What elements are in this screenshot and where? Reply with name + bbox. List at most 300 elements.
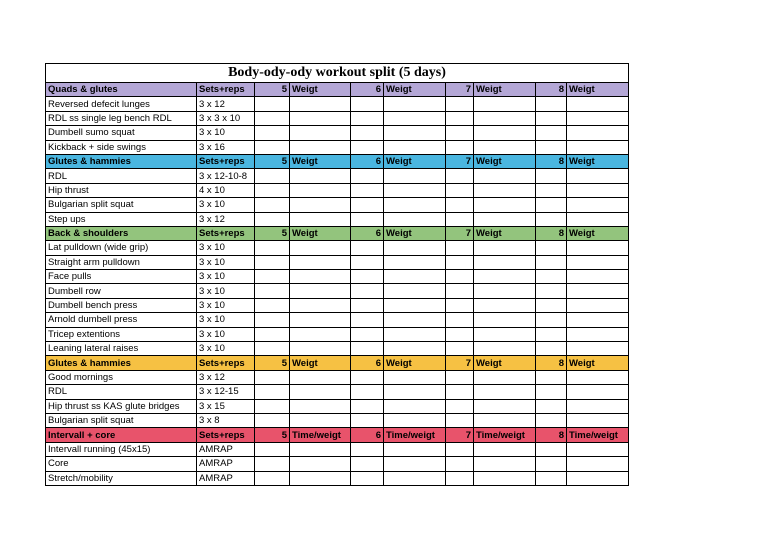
- section-name-cell[interactable]: Quads & glutes: [46, 83, 197, 97]
- empty-entry-cell[interactable]: [384, 126, 446, 140]
- empty-entry-cell[interactable]: [384, 284, 446, 298]
- week-label-cell[interactable]: Weigt: [290, 154, 351, 168]
- exercise-row: [46, 399, 629, 413]
- exercise-row: [46, 126, 629, 140]
- empty-entry-cell[interactable]: [536, 284, 567, 298]
- empty-entry-cell[interactable]: [255, 212, 290, 226]
- exercise-name-cell[interactable]: Stretch/mobility: [46, 471, 197, 485]
- empty-entry-cell[interactable]: [536, 413, 567, 427]
- week-label-cell[interactable]: Weigt: [384, 226, 446, 240]
- week-number-cell[interactable]: 7: [446, 356, 474, 370]
- empty-entry-cell[interactable]: [536, 399, 567, 413]
- empty-entry-cell[interactable]: [474, 399, 536, 413]
- empty-entry-cell[interactable]: [384, 442, 446, 456]
- week-label-cell[interactable]: Weigt: [474, 83, 536, 97]
- empty-entry-cell[interactable]: [290, 413, 351, 427]
- empty-entry-cell[interactable]: [255, 183, 290, 197]
- sets-reps-cell[interactable]: 3 x 12-15: [197, 385, 255, 399]
- empty-entry-cell[interactable]: [351, 241, 384, 255]
- empty-entry-cell[interactable]: [290, 385, 351, 399]
- empty-entry-cell[interactable]: [351, 457, 384, 471]
- exercise-name-cell[interactable]: Leaning lateral raises: [46, 342, 197, 356]
- empty-entry-cell[interactable]: [567, 111, 629, 125]
- empty-entry-cell[interactable]: [255, 270, 290, 284]
- empty-entry-cell[interactable]: [290, 140, 351, 154]
- empty-entry-cell[interactable]: [351, 327, 384, 341]
- empty-entry-cell[interactable]: [255, 399, 290, 413]
- empty-entry-cell[interactable]: [255, 413, 290, 427]
- exercise-row: [46, 198, 629, 212]
- empty-entry-cell[interactable]: [384, 313, 446, 327]
- empty-entry-cell[interactable]: [536, 471, 567, 485]
- exercise-name-cell[interactable]: Reversed defecit lunges: [46, 97, 197, 111]
- empty-entry-cell[interactable]: [536, 298, 567, 312]
- empty-entry-cell[interactable]: [446, 342, 474, 356]
- empty-entry-cell[interactable]: [290, 327, 351, 341]
- empty-entry-cell[interactable]: [255, 198, 290, 212]
- empty-entry-cell[interactable]: [255, 457, 290, 471]
- empty-entry-cell[interactable]: [567, 298, 629, 312]
- empty-entry-cell[interactable]: [536, 183, 567, 197]
- week-number-cell[interactable]: 6: [351, 428, 384, 442]
- empty-entry-cell[interactable]: [384, 399, 446, 413]
- empty-entry-cell[interactable]: [384, 183, 446, 197]
- empty-entry-cell[interactable]: [474, 241, 536, 255]
- empty-entry-cell[interactable]: [446, 241, 474, 255]
- week-label-cell[interactable]: Time/weigt: [474, 428, 536, 442]
- week-label-cell[interactable]: Weigt: [474, 226, 536, 240]
- sheet-title[interactable]: Body-ody-ody workout split (5 days): [46, 64, 629, 83]
- exercise-row: [46, 457, 629, 471]
- empty-entry-cell[interactable]: [351, 212, 384, 226]
- empty-entry-cell[interactable]: [446, 370, 474, 384]
- empty-entry-cell[interactable]: [567, 342, 629, 356]
- empty-entry-cell[interactable]: [446, 169, 474, 183]
- empty-entry-cell[interactable]: [474, 342, 536, 356]
- empty-entry-cell[interactable]: [384, 471, 446, 485]
- empty-entry-cell[interactable]: [446, 270, 474, 284]
- exercise-name-cell[interactable]: Lat pulldown (wide grip): [46, 241, 197, 255]
- empty-entry-cell[interactable]: [290, 313, 351, 327]
- exercise-name-cell[interactable]: Dumbell sumo squat: [46, 126, 197, 140]
- exercise-name-cell[interactable]: Dumbell bench press: [46, 298, 197, 312]
- empty-entry-cell[interactable]: [384, 327, 446, 341]
- empty-entry-cell[interactable]: [290, 298, 351, 312]
- exercise-name-cell[interactable]: RDL ss single leg bench RDL: [46, 111, 197, 125]
- empty-entry-cell[interactable]: [474, 111, 536, 125]
- week-number-cell[interactable]: 8: [536, 428, 567, 442]
- empty-entry-cell[interactable]: [567, 413, 629, 427]
- week-label-cell[interactable]: Time/weigt: [567, 428, 629, 442]
- empty-entry-cell[interactable]: [255, 284, 290, 298]
- exercise-row: [46, 342, 629, 356]
- week-label-cell[interactable]: Time/weigt: [290, 428, 351, 442]
- empty-entry-cell[interactable]: [290, 471, 351, 485]
- empty-entry-cell[interactable]: [474, 298, 536, 312]
- empty-entry-cell[interactable]: [446, 198, 474, 212]
- week-number-cell[interactable]: 6: [351, 356, 384, 370]
- empty-entry-cell[interactable]: [474, 471, 536, 485]
- sets-reps-cell[interactable]: AMRAP: [197, 442, 255, 456]
- empty-entry-cell[interactable]: [351, 183, 384, 197]
- sets-reps-cell[interactable]: 3 x 10: [197, 342, 255, 356]
- sets-reps-cell[interactable]: 3 x 3 x 10: [197, 111, 255, 125]
- empty-entry-cell[interactable]: [351, 370, 384, 384]
- empty-entry-cell[interactable]: [446, 457, 474, 471]
- exercise-row: [46, 385, 629, 399]
- empty-entry-cell[interactable]: [474, 284, 536, 298]
- empty-entry-cell[interactable]: [536, 126, 567, 140]
- empty-entry-cell[interactable]: [536, 457, 567, 471]
- empty-entry-cell[interactable]: [567, 457, 629, 471]
- week-label-cell[interactable]: Weigt: [290, 226, 351, 240]
- week-label-cell[interactable]: Weigt: [290, 356, 351, 370]
- empty-entry-cell[interactable]: [384, 457, 446, 471]
- empty-entry-cell[interactable]: [567, 327, 629, 341]
- exercise-name-cell[interactable]: RDL: [46, 385, 197, 399]
- sets-reps-header-cell[interactable]: Sets+reps: [197, 428, 255, 442]
- empty-entry-cell[interactable]: [536, 255, 567, 269]
- empty-entry-cell[interactable]: [567, 385, 629, 399]
- week-number-cell[interactable]: 8: [536, 83, 567, 97]
- empty-entry-cell[interactable]: [351, 198, 384, 212]
- empty-entry-cell[interactable]: [351, 140, 384, 154]
- empty-entry-cell[interactable]: [351, 298, 384, 312]
- empty-entry-cell[interactable]: [567, 255, 629, 269]
- exercise-name-cell[interactable]: Good mornings: [46, 370, 197, 384]
- sets-reps-cell[interactable]: 3 x 12: [197, 370, 255, 384]
- empty-entry-cell[interactable]: [567, 169, 629, 183]
- empty-entry-cell[interactable]: [446, 442, 474, 456]
- empty-entry-cell[interactable]: [290, 284, 351, 298]
- empty-entry-cell[interactable]: [384, 342, 446, 356]
- empty-entry-cell[interactable]: [446, 255, 474, 269]
- empty-entry-cell[interactable]: [536, 241, 567, 255]
- exercise-name-cell[interactable]: Hip thrust: [46, 183, 197, 197]
- exercise-name-cell[interactable]: Bulgarian split squat: [46, 413, 197, 427]
- empty-entry-cell[interactable]: [446, 183, 474, 197]
- exercise-row: [46, 169, 629, 183]
- sets-reps-cell[interactable]: 3 x 10: [197, 241, 255, 255]
- empty-entry-cell[interactable]: [290, 241, 351, 255]
- section-header-row: [46, 356, 629, 370]
- exercise-name-cell[interactable]: Intervall running (45x15): [46, 442, 197, 456]
- empty-entry-cell[interactable]: [384, 255, 446, 269]
- week-number-cell[interactable]: 7: [446, 428, 474, 442]
- empty-entry-cell[interactable]: [290, 198, 351, 212]
- empty-entry-cell[interactable]: [384, 169, 446, 183]
- empty-entry-cell[interactable]: [536, 385, 567, 399]
- empty-entry-cell[interactable]: [474, 270, 536, 284]
- week-label-cell[interactable]: Weigt: [567, 226, 629, 240]
- empty-entry-cell[interactable]: [567, 198, 629, 212]
- section-name-cell[interactable]: Back & shoulders: [46, 226, 197, 240]
- week-number-cell[interactable]: 8: [536, 356, 567, 370]
- empty-entry-cell[interactable]: [536, 169, 567, 183]
- section-header-row: [46, 428, 629, 442]
- exercise-name-cell[interactable]: Dumbell row: [46, 284, 197, 298]
- exercise-row: [46, 313, 629, 327]
- sets-reps-cell[interactable]: 3 x 10: [197, 298, 255, 312]
- exercise-name-cell[interactable]: RDL: [46, 169, 197, 183]
- empty-entry-cell[interactable]: [474, 255, 536, 269]
- empty-entry-cell[interactable]: [446, 111, 474, 125]
- empty-entry-cell[interactable]: [474, 97, 536, 111]
- empty-entry-cell[interactable]: [567, 270, 629, 284]
- week-label-cell[interactable]: Weigt: [567, 356, 629, 370]
- exercise-name-cell[interactable]: Bulgarian split squat: [46, 198, 197, 212]
- exercise-row: [46, 327, 629, 341]
- empty-entry-cell[interactable]: [351, 97, 384, 111]
- week-number-cell[interactable]: 7: [446, 154, 474, 168]
- week-number-cell[interactable]: 6: [351, 226, 384, 240]
- empty-entry-cell[interactable]: [255, 140, 290, 154]
- empty-entry-cell[interactable]: [567, 126, 629, 140]
- exercise-name-cell[interactable]: Kickback + side swings: [46, 140, 197, 154]
- sets-reps-header-cell[interactable]: Sets+reps: [197, 226, 255, 240]
- empty-entry-cell[interactable]: [351, 111, 384, 125]
- empty-entry-cell[interactable]: [290, 457, 351, 471]
- empty-entry-cell[interactable]: [384, 140, 446, 154]
- exercise-row: [46, 111, 629, 125]
- empty-entry-cell[interactable]: [567, 183, 629, 197]
- empty-entry-cell[interactable]: [351, 342, 384, 356]
- empty-entry-cell[interactable]: [536, 313, 567, 327]
- empty-entry-cell[interactable]: [290, 255, 351, 269]
- empty-entry-cell[interactable]: [536, 212, 567, 226]
- empty-entry-cell[interactable]: [384, 385, 446, 399]
- empty-entry-cell[interactable]: [255, 97, 290, 111]
- week-number-cell[interactable]: 5: [255, 356, 290, 370]
- exercise-name-cell[interactable]: Arnold dumbell press: [46, 313, 197, 327]
- sets-reps-cell[interactable]: 3 x 10: [197, 284, 255, 298]
- empty-entry-cell[interactable]: [446, 212, 474, 226]
- empty-entry-cell[interactable]: [290, 97, 351, 111]
- empty-entry-cell[interactable]: [351, 442, 384, 456]
- exercise-name-cell[interactable]: Straight arm pulldown: [46, 255, 197, 269]
- week-number-cell[interactable]: 5: [255, 428, 290, 442]
- sets-reps-cell[interactable]: 3 x 10: [197, 126, 255, 140]
- empty-entry-cell[interactable]: [446, 327, 474, 341]
- empty-entry-cell[interactable]: [351, 126, 384, 140]
- empty-entry-cell[interactable]: [255, 255, 290, 269]
- empty-entry-cell[interactable]: [290, 442, 351, 456]
- week-label-cell[interactable]: Weigt: [290, 83, 351, 97]
- week-label-cell[interactable]: Weigt: [384, 154, 446, 168]
- empty-entry-cell[interactable]: [474, 385, 536, 399]
- empty-entry-cell[interactable]: [255, 126, 290, 140]
- empty-entry-cell[interactable]: [446, 399, 474, 413]
- empty-entry-cell[interactable]: [255, 370, 290, 384]
- empty-entry-cell[interactable]: [384, 413, 446, 427]
- empty-entry-cell[interactable]: [446, 471, 474, 485]
- empty-entry-cell[interactable]: [290, 212, 351, 226]
- empty-entry-cell[interactable]: [474, 313, 536, 327]
- week-number-cell[interactable]: 8: [536, 226, 567, 240]
- section-header-row: [46, 154, 629, 168]
- empty-entry-cell[interactable]: [536, 270, 567, 284]
- exercise-name-cell[interactable]: Core: [46, 457, 197, 471]
- week-label-cell[interactable]: Time/weigt: [384, 428, 446, 442]
- exercise-row: [46, 284, 629, 298]
- exercise-name-cell[interactable]: Step ups: [46, 212, 197, 226]
- week-number-cell[interactable]: 8: [536, 154, 567, 168]
- week-label-cell[interactable]: Weigt: [384, 356, 446, 370]
- empty-entry-cell[interactable]: [536, 198, 567, 212]
- exercise-name-cell[interactable]: Face pulls: [46, 270, 197, 284]
- sets-reps-cell[interactable]: 3 x 10: [197, 255, 255, 269]
- empty-entry-cell[interactable]: [567, 140, 629, 154]
- empty-entry-cell[interactable]: [255, 169, 290, 183]
- empty-entry-cell[interactable]: [290, 370, 351, 384]
- empty-entry-cell[interactable]: [351, 399, 384, 413]
- sets-reps-cell[interactable]: AMRAP: [197, 471, 255, 485]
- empty-entry-cell[interactable]: [567, 471, 629, 485]
- sets-reps-cell[interactable]: 3 x 8: [197, 413, 255, 427]
- empty-entry-cell[interactable]: [255, 442, 290, 456]
- section-name-cell[interactable]: Glutes & hammies: [46, 356, 197, 370]
- empty-entry-cell[interactable]: [536, 111, 567, 125]
- sets-reps-cell[interactable]: 3 x 15: [197, 399, 255, 413]
- sets-reps-header-cell[interactable]: Sets+reps: [197, 154, 255, 168]
- empty-entry-cell[interactable]: [255, 111, 290, 125]
- empty-entry-cell[interactable]: [567, 97, 629, 111]
- empty-entry-cell[interactable]: [351, 169, 384, 183]
- empty-entry-cell[interactable]: [290, 342, 351, 356]
- empty-entry-cell[interactable]: [384, 212, 446, 226]
- empty-entry-cell[interactable]: [536, 140, 567, 154]
- empty-entry-cell[interactable]: [384, 241, 446, 255]
- empty-entry-cell[interactable]: [567, 212, 629, 226]
- sets-reps-cell[interactable]: 3 x 12: [197, 97, 255, 111]
- exercise-name-cell[interactable]: Tricep extentions: [46, 327, 197, 341]
- empty-entry-cell[interactable]: [384, 111, 446, 125]
- empty-entry-cell[interactable]: [384, 298, 446, 312]
- empty-entry-cell[interactable]: [290, 111, 351, 125]
- sets-reps-cell[interactable]: 3 x 10: [197, 198, 255, 212]
- week-label-cell[interactable]: Weigt: [384, 83, 446, 97]
- sets-reps-cell[interactable]: 3 x 10: [197, 327, 255, 341]
- empty-entry-cell[interactable]: [474, 140, 536, 154]
- empty-entry-cell[interactable]: [567, 370, 629, 384]
- empty-entry-cell[interactable]: [446, 413, 474, 427]
- week-number-cell[interactable]: 5: [255, 154, 290, 168]
- title-row: [46, 64, 629, 83]
- empty-entry-cell[interactable]: [351, 255, 384, 269]
- exercise-row: [46, 370, 629, 384]
- empty-entry-cell[interactable]: [536, 442, 567, 456]
- empty-entry-cell[interactable]: [290, 169, 351, 183]
- empty-entry-cell[interactable]: [351, 471, 384, 485]
- empty-entry-cell[interactable]: [290, 126, 351, 140]
- empty-entry-cell[interactable]: [474, 198, 536, 212]
- section-name-cell[interactable]: Intervall + core: [46, 428, 197, 442]
- empty-entry-cell[interactable]: [567, 241, 629, 255]
- empty-entry-cell[interactable]: [384, 270, 446, 284]
- empty-entry-cell[interactable]: [474, 126, 536, 140]
- sets-reps-cell[interactable]: 3 x 12-10-8: [197, 169, 255, 183]
- week-number-cell[interactable]: 7: [446, 226, 474, 240]
- empty-entry-cell[interactable]: [536, 97, 567, 111]
- empty-entry-cell[interactable]: [567, 313, 629, 327]
- empty-entry-cell[interactable]: [474, 413, 536, 427]
- empty-entry-cell[interactable]: [255, 298, 290, 312]
- sets-reps-cell[interactable]: 4 x 10: [197, 183, 255, 197]
- empty-entry-cell[interactable]: [474, 442, 536, 456]
- empty-entry-cell[interactable]: [474, 370, 536, 384]
- week-label-cell[interactable]: Weigt: [567, 154, 629, 168]
- empty-entry-cell[interactable]: [474, 457, 536, 471]
- week-label-cell[interactable]: Weigt: [567, 83, 629, 97]
- empty-entry-cell[interactable]: [474, 169, 536, 183]
- empty-entry-cell[interactable]: [255, 385, 290, 399]
- empty-entry-cell[interactable]: [351, 413, 384, 427]
- empty-entry-cell[interactable]: [446, 298, 474, 312]
- empty-entry-cell[interactable]: [255, 342, 290, 356]
- table-body: [46, 64, 629, 486]
- empty-entry-cell[interactable]: [255, 241, 290, 255]
- week-number-cell[interactable]: 5: [255, 83, 290, 97]
- sets-reps-cell[interactable]: AMRAP: [197, 457, 255, 471]
- empty-entry-cell[interactable]: [351, 284, 384, 298]
- empty-entry-cell[interactable]: [290, 399, 351, 413]
- week-number-cell[interactable]: 6: [351, 154, 384, 168]
- week-number-cell[interactable]: 6: [351, 83, 384, 97]
- week-label-cell[interactable]: Weigt: [474, 154, 536, 168]
- empty-entry-cell[interactable]: [474, 183, 536, 197]
- week-number-cell[interactable]: 5: [255, 226, 290, 240]
- exercise-name-cell[interactable]: Hip thrust ss KAS glute bridges: [46, 399, 197, 413]
- exercise-row: [46, 97, 629, 111]
- empty-entry-cell[interactable]: [536, 327, 567, 341]
- empty-entry-cell[interactable]: [255, 471, 290, 485]
- sets-reps-header-cell[interactable]: Sets+reps: [197, 83, 255, 97]
- empty-entry-cell[interactable]: [474, 212, 536, 226]
- empty-entry-cell[interactable]: [446, 385, 474, 399]
- empty-entry-cell[interactable]: [446, 97, 474, 111]
- empty-entry-cell[interactable]: [536, 342, 567, 356]
- empty-entry-cell[interactable]: [290, 270, 351, 284]
- empty-entry-cell[interactable]: [351, 385, 384, 399]
- empty-entry-cell[interactable]: [536, 370, 567, 384]
- empty-entry-cell[interactable]: [567, 442, 629, 456]
- week-label-cell[interactable]: Weigt: [474, 356, 536, 370]
- empty-entry-cell[interactable]: [567, 399, 629, 413]
- empty-entry-cell[interactable]: [351, 313, 384, 327]
- sets-reps-cell[interactable]: 3 x 10: [197, 270, 255, 284]
- sets-reps-cell[interactable]: 3 x 12: [197, 212, 255, 226]
- empty-entry-cell[interactable]: [446, 126, 474, 140]
- empty-entry-cell[interactable]: [255, 327, 290, 341]
- week-number-cell[interactable]: 7: [446, 83, 474, 97]
- empty-entry-cell[interactable]: [384, 370, 446, 384]
- empty-entry-cell[interactable]: [567, 284, 629, 298]
- empty-entry-cell[interactable]: [446, 313, 474, 327]
- empty-entry-cell[interactable]: [351, 270, 384, 284]
- empty-entry-cell[interactable]: [474, 327, 536, 341]
- empty-entry-cell[interactable]: [384, 198, 446, 212]
- section-name-cell[interactable]: Glutes & hammies: [46, 154, 197, 168]
- exercise-row: [46, 241, 629, 255]
- empty-entry-cell[interactable]: [446, 140, 474, 154]
- empty-entry-cell[interactable]: [384, 97, 446, 111]
- empty-entry-cell[interactable]: [446, 284, 474, 298]
- sets-reps-header-cell[interactable]: Sets+reps: [197, 356, 255, 370]
- sets-reps-cell[interactable]: 3 x 10: [197, 313, 255, 327]
- empty-entry-cell[interactable]: [255, 313, 290, 327]
- empty-entry-cell[interactable]: [290, 183, 351, 197]
- sets-reps-cell[interactable]: 3 x 16: [197, 140, 255, 154]
